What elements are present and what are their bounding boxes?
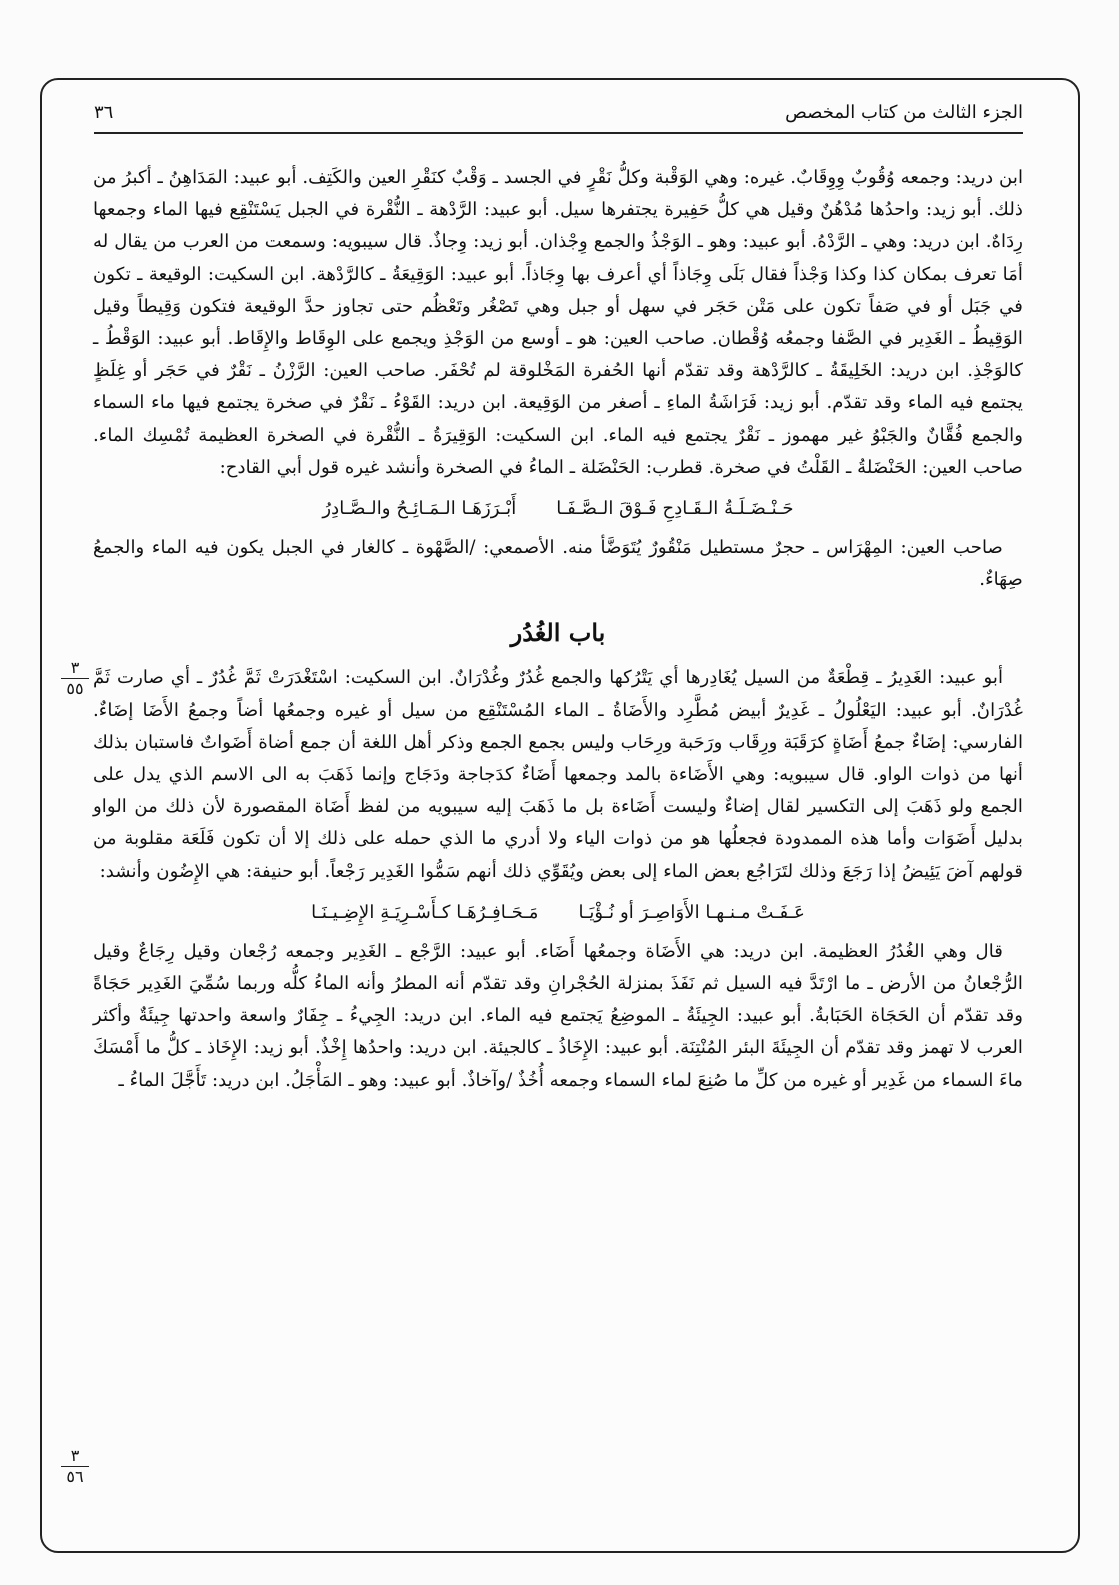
page-content (93, 162, 1023, 1567)
page-header (94, 92, 1023, 134)
verse-line (93, 898, 1023, 928)
margin-marker-page: ٥٥ (66, 679, 84, 698)
verse-line (93, 494, 1023, 524)
page-number: ٣٦ (94, 101, 114, 123)
book-title: الجزء الثالث من كتاب المخصص (785, 101, 1023, 123)
verse-hemistich-right: حَـنْـضَـلَـةُ الـقَـادِحِ فَـوْقَ الـصَّـفَـا (556, 498, 794, 520)
margin-marker (61, 660, 89, 697)
margin-marker (61, 1448, 89, 1485)
margin-marker-volume: ٣ (61, 660, 89, 679)
paragraph: قال وهي الغُدُرُ العظيمة. ابن دريد: هي الأَضَاة وجمعُها أَضَاء. أبو عبيد: الرَّجْع ـ الغَدِير وجمعه رُجْعان وقيل رِجَاعٌ وقيل الرُّجْعانُ من الأرض ـ ما ارْتَدَّ فيه السيل ثم نَفَذَ بمنزلة الحُجْرانِ وقد تقدّم أنه المطرُ وأنه الماءُ كلُّه وربما سُمِّيَ الغَدِير حَجَاةً وقد تقدّم أن الحَجَاة الحَبَابةُ. أبو عبيد: الجِيئَةُ ـ الموضِعُ يَجتمع فيه الماء. ابن دريد: الجِيءُ ـ جِفَارٌ واسعة واحدتها جِيئَةٌ وأكثر العرب لا تهمز وقد تقدّم أن الجِيئَةَ البئر المُنْتِنَة. أبو عبيد: الإِخَاذُ ـ كالجيئة. ابن دريد: واحدُها إِخْذٌ. أبو زيد: الإِخَاذ ـ كلُّ ما أَمْسَكَ ماءَ السماء من غَدِير أو غيره من كلِّ ما صُنِعَ لماء السماء وجمعه أُخُذٌ /وآخاذٌ. أبو عبيد: وهو ـ المَأْجَلُ. ابن دريد: تَأَجَّلَ الماءُ ـ (93, 940, 1023, 1091)
margin-marker-volume: ٣ (61, 1448, 89, 1467)
section-heading: باب الغُدُر (510, 618, 606, 648)
verse-hemistich-left: مَـحَـافِـرُهَـا كـأَسْـرِيَـةِ الإِضِـيـنَـا (311, 901, 539, 923)
margin-marker-page: ٥٦ (66, 1467, 84, 1486)
paragraph: صاحب العين: المِهْرَاس ـ حجرٌ مستطيل مَنْقُورٌ يُتَوَضَّأ منه. الأصمعي: /الصَّهْوة ـ كالغار في الجبل يكون فيه الماء والجمعُ صِهَاءٌ. (93, 537, 1023, 591)
verse-hemistich-right: عَـفَـتْ مـنـهـا الأَوَاصِـرَ أو نُـؤْيَـا (578, 901, 805, 923)
verse-hemistich-left: أَبْـرَزَهَـا الـمَـائِـحُ والـصَّـادِرُ (322, 498, 517, 520)
paragraph: أبو عبيد: الغَدِيرُ ـ قِطْعَةٌ من السيل يُغَادِرها أي يَتْرُكها والجمع غُدُرٌ وغُدْرَانٌ. ابن السكيت: اسْتَغْدَرَتْ ثَمَّ غُدُرٌ ـ أي صارت ثَمَّ غُدْرَانٌ. أبو عبيد: اليَعْلُولُ ـ غَدِيرٌ أبيض مُطَّرِد والأَضَاةُ ـ الماء المُسْتَنْقِع من سيل أو غيره وجمعُها أضاً وجمعُ الأَضَا إضَاءٌ. الفارسي: إضَاءٌ جمعُ أَضَاةٍ كرَقَبَة ورِقَاب ورَحَبة ورِحَاب وليس بجمع الجمع وذكر أهل اللغة أن جمع أضاة أَضَواتٌ فاستبان بذلك أنها من ذوات الواو. قال سيبويه: وهي الأَضَاءة بالمد وجمعها أَضَاءٌ كدَجاجة ودَجَاج وإنما ذَهَبَ به الى الاسم الذي يدل على الجمع ولو ذَهَبَ إلى التكسير لقال إضاءٌ وليست أَضَاءة بل ما ذَهَبَ إليه سيبويه من لفظ أَضَاة المقصورة لأن ذلك من الواو بدليل أَضَوَات وأما هذه الممدودة فجعلُها هو من ذوات الياء ولا أدري ما الذي حمله على ذلك إلا أن تكون فَلَعَة مقلوبة من قولهم آضَ يَئِيضُ إذا رَجَعَ وذلك لتَرَاجُع بعض الماء إلى بعض ويُقَوِّي ذلك أنهم سَمُّوا الغَدِير رَجْعاً. أبو حنيفة: هي الإِضُون وأنشد: (93, 667, 1023, 882)
paragraph: ابن دريد: وجمعه وُقُوبٌ وِوِقَابٌ. غيره: وهي الوَقْبة وكلُّ نَقْرٍ في الجسد ـ وَقْبٌ كنَقْرِ العين والكَتِف. أبو عبيد: المَدَاهِنُ ـ أكبرُ من ذلك. أبو زيد: واحدُها مُدْهُنٌ وقيل هي كلُّ حَفِيرة يجتفرها سيل. أبو عبيد: الرَّدْهة ـ النُّقْرة في الجبل يَسْتَنْقِع فيها الماء وجمعها رِدَاهٌ. ابن دريد: وهي ـ الرَّدْهُ. أبو عبيد: وهو ـ الوَجْذُ والجمع وِجْذان. أبو زيد: وِجاذٌ. قال سيبويه: وسمعت من العرب من يقال له أمَا تعرف بمكان كذا وكذا وَجْذاً فقال بَلَى وِجَاذاً أي أعرف بها وِجَاذاً. أبو عبيد: الوَقِيعَةُ ـ كالرَّدْهة. ابن السكيت: الوقيعة ـ تكون في جَبَل أو في صَفاً تكون على مَتْن حَجَر في سهل أو جبل وهي تَصْغُر وتَعْظُم حتى تجاوز حدَّ الوقيعة فتكون وَقِيطاً وقيل الوَقِيطُ ـ الغَدِير في الصَّفا وجمعُه وُقْطان. صاحب العين: هو ـ أوسع من الوَجْذِ ويجمع على الوِقَاط والإِقَاط. أبو عبيد: الوَقْطُ ـ كالوَجْذِ. ابن دريد: الخَلِيقَةُ ـ كالرَّدْهة وقد تقدّم أنها الحُفرة المَخْلوقة لم تُحْفَر. صاحب العين: الرَّزْنُ ـ نَقْرٌ في حَجَر أو غِلَظٍ يجتمع فيه الماء وقد تقدّم. أبو زيد: فَرَاشَةُ الماءِ ـ أصغر من الوَقِيعة. ابن دريد: القَوْءُ ـ نَقْرٌ في صخرة يجتمع فيها ماء السماء والجمع فُقَّانٌ والجَبْوُ غير مهموز ـ نَقْرٌ يجتمع فيه الماء. ابن السكيت: الوَقِيرَةُ ـ النُّقْرة في الصخرة العظيمة تُمْسِك الماء. صاحب العين: الحَنْضَلةُ ـ القَلْتُ في صخرة. قطرب: الحَنْضَلة ـ الماءُ في الصخرة وأنشد غيره قول أبي القادح: (93, 167, 1023, 478)
